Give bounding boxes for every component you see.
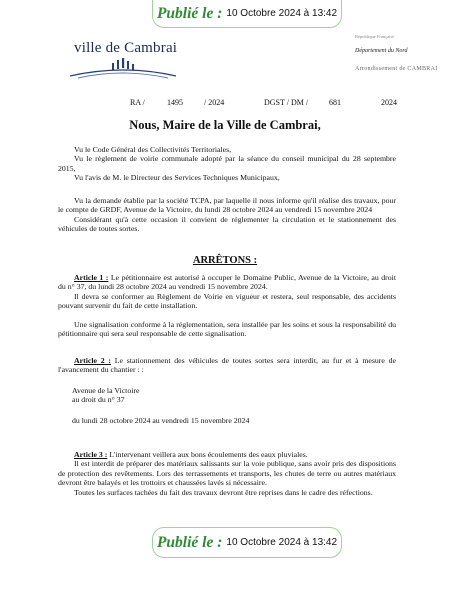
article-3-paragraph: Toutes les surfaces tachées du fait des travaux devront être reprises dans le cadre des réfections. bbox=[74, 487, 373, 497]
article-2-dates: du lundi 28 octobre 2024 au vendredi 15 novembre 2024 bbox=[72, 415, 250, 425]
considerations-block bbox=[58, 196, 396, 234]
stamp-label: Publié le : bbox=[156, 533, 223, 551]
ref-ra-year: / 2024 bbox=[204, 98, 225, 107]
stamp-date: 10 Octobre 2024 à 13:42 bbox=[226, 8, 338, 19]
article-3-paragraph: Il est interdit de préparer des matériaux salissants sur la voie publique, sans avoir pris des dispositions de protection des revêtements. Lors des terrassements et transports, les chutes de terre ou autres matériaux devront être balayés et les trottoirs et chaussées lavés si nécessaire. bbox=[58, 459, 396, 488]
article-1-text bbox=[58, 273, 396, 292]
visa-item: Vu le règlement de voirie communale adopté par la séance du conseil municipal du 28 septembre 2015, bbox=[58, 154, 396, 173]
stamp-date: 10 Octobre 2024 à 13:42 bbox=[226, 537, 338, 548]
article-1-label: Article 1 : bbox=[74, 273, 109, 282]
ref-service-year: 2024 bbox=[381, 98, 397, 107]
republic-label: République Française bbox=[355, 34, 395, 39]
publication-stamp-bottom bbox=[152, 527, 342, 558]
article-3 bbox=[58, 450, 396, 497]
article-2-location: au droit du n° 37 bbox=[72, 395, 125, 405]
article-1-paragraph: Il devra se conformer au Règlement de Voirie en vigueur et restera, seul responsable, des accidents pouvant survenir du fait de cette installation. bbox=[58, 291, 396, 311]
article-3-text bbox=[58, 450, 396, 459]
ref-service-number: 681 bbox=[329, 98, 341, 107]
administrative-header bbox=[355, 34, 445, 74]
visas-block bbox=[58, 145, 396, 183]
ref-ra: RA / bbox=[130, 98, 145, 107]
arrondissement-label: Arrondissement de CAMBRAI bbox=[355, 66, 438, 72]
visa-item: Vu le Code Général des Collectivités Territoriales, bbox=[74, 145, 232, 154]
visa-item: Vu l'avis de M. le Directeur des Services Techniques Municipaux, bbox=[74, 173, 280, 183]
logo-text: ville de Cambrai bbox=[74, 40, 178, 56]
stamp-label: Publié le : bbox=[156, 4, 223, 22]
ref-service: DGST / DM / bbox=[264, 98, 309, 107]
department-label: Département du Nord bbox=[355, 48, 408, 54]
article-2-body: Le stationnement des véhicules de toutes sortes sera interdit, au fur et à mesure de l'avancement du chantier : : bbox=[58, 356, 396, 375]
document-title: Nous, Maire de la Ville de Cambrai, bbox=[129, 118, 321, 132]
article-3-body: L'intervenant veillera aux bons écoulements des eaux pluviales. bbox=[109, 450, 308, 459]
article-2-text bbox=[58, 356, 396, 375]
article-1-body: Le pétitionnaire est autorisé à occuper le Domaine Public, Avenue de la Victoire, au droit du n° 37, du lundi 28 octobre 2024 au vendredi 15 novembre 2024. bbox=[58, 273, 396, 292]
consideration-item: Vu la demande établie par la société TCPA, par laquelle il nous informe qu'il réalise des travaux, pour le compte de GRDF, Avenue de la Victoire, du lundi 28 octobre 2024 au vendredi 15 novembre 2024 bbox=[58, 196, 396, 215]
consideration-item: Considérant qu'à cette occasion il convient de réglementer la circulation et le stationnement des véhicules de toutes sortes. bbox=[58, 214, 396, 234]
article-2 bbox=[58, 356, 396, 425]
article-2-label: Article 2 : bbox=[74, 356, 111, 365]
article-3-label: Article 3 : bbox=[74, 450, 108, 459]
article-1-paragraph: Une signalisation conforme à la réglementation, sera installée par les soins et sous la responsabilité du pétitionnaire qui sera seul responsable de cette signalisation. bbox=[58, 319, 396, 339]
article-2-location: Avenue de la Victoire bbox=[72, 385, 140, 395]
skyline-icon bbox=[68, 54, 178, 80]
arretons-heading: ARRÊTONS : bbox=[192, 255, 258, 266]
publication-stamp-top bbox=[152, 0, 342, 28]
city-logo bbox=[68, 40, 178, 82]
ref-ra-number: 1495 bbox=[167, 98, 183, 107]
article-1 bbox=[58, 273, 396, 338]
